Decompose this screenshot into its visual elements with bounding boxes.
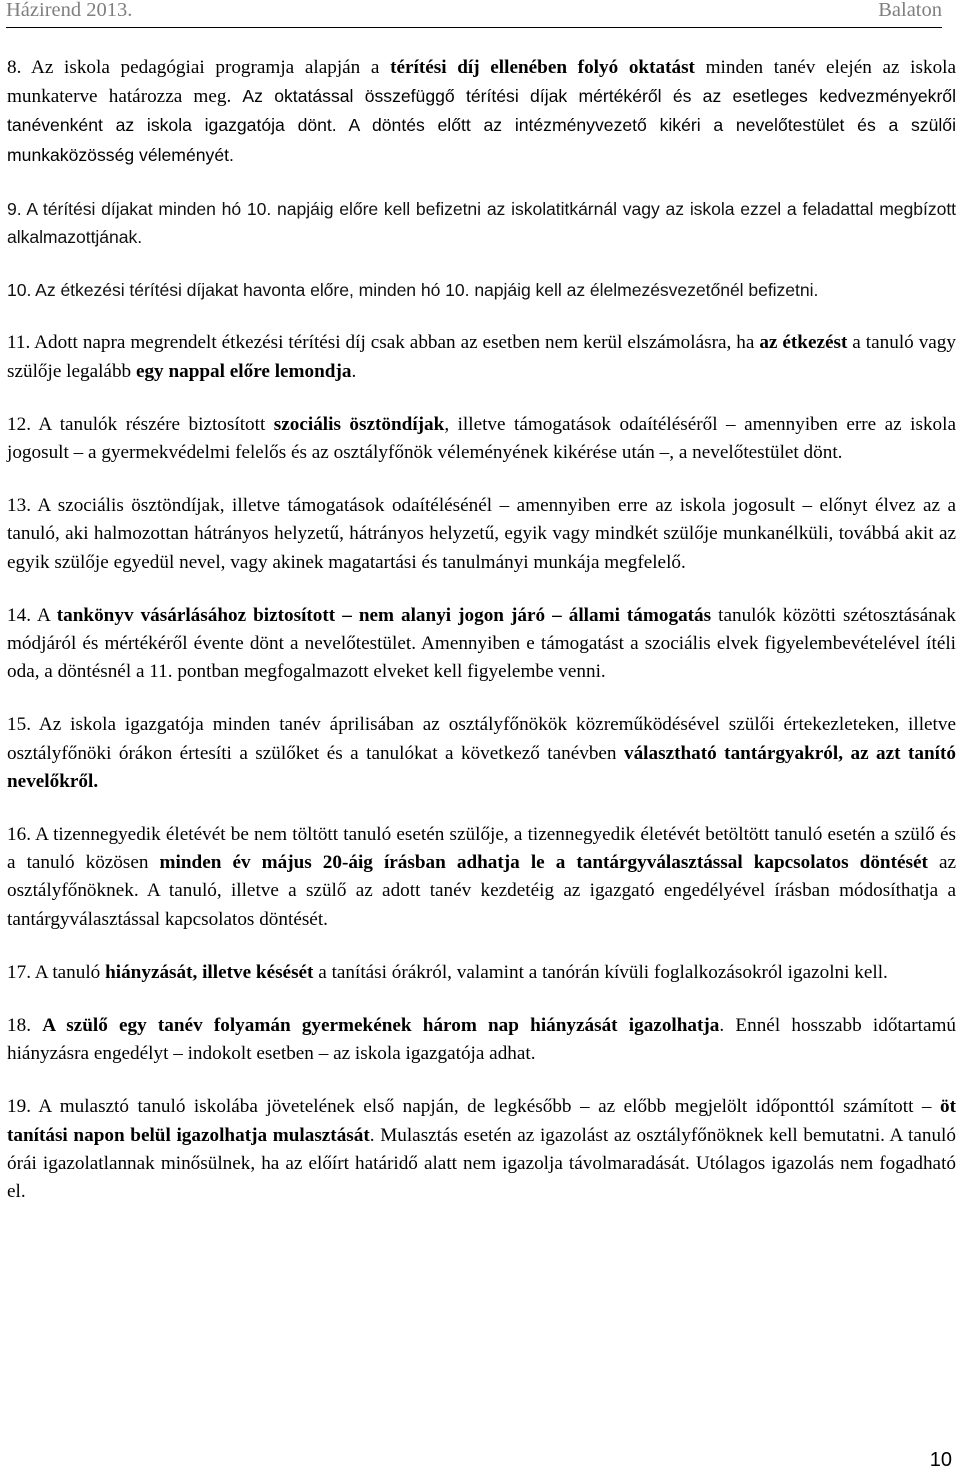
paragraph-8-text-c: Az oktatással összefüggő térítési díjak mértékéről és az esetleges kedvezményekről tanévenként az iskola igazgatója dönt. A döntés előtt az intézményvezető kikéri a nevelőtestület és a szülői munkaközösség véleményét. — [7, 86, 956, 165]
paragraph-19-text-a: 19. A mulasztó tanuló iskolába jövetelének első napján, de legkésőbb – az előbb megjelölt időponttól számított – — [7, 1096, 941, 1118]
paragraph-13 — [7, 492, 956, 577]
paragraph-15-bold: választható tantárgyakról, az azt tanító nevelőkről. — [7, 742, 956, 792]
paragraph-19-bold: öt tanítási napon belül igazolhatja mulasztását — [7, 1096, 956, 1146]
paragraph-18-bold: A szülő egy tanév folyamán gyermekének három nap hiányzását igazolhatja — [42, 1015, 720, 1037]
paragraph-19-text-b: . Mulasztás esetén az igazolást az osztályfőnöknek kell bemutatni. A tanuló órái igazolatlannak minősülnek, ha az előírt határidő alatt nem igazolja távolmaradását. Utólagos igazolás nem fogadható el. — [7, 1124, 956, 1203]
page-header — [6, 0, 942, 28]
paragraph-12-text-b: , illetve támogatások odaítéléséről – amennyiben erre az iskola jogosult – a gyermekvédelmi felelős és az osztályfőnök véleményének kikérése után –, a nevelőtestület dönt. — [7, 413, 957, 464]
paragraph-18 — [7, 1012, 956, 1068]
paragraph-19 — [7, 1093, 956, 1206]
paragraph-17 — [7, 959, 956, 987]
paragraph-11-bold-b: egy nappal előre lemondja — [135, 360, 352, 382]
paragraph-15-text-a: 15. Az iskola igazgatója minden tanév áprilisában az osztályfőnökök közreműködésével szülői értekezleteken, illetve osztályfőnöki órákon értesíti a szülőket és a tanulókat a következő tanévben — [7, 714, 956, 764]
paragraph-8 — [7, 54, 956, 170]
paragraph-17-bold: hiányzását, illetve késését — [105, 961, 314, 983]
document-body — [7, 54, 956, 1231]
paragraph-11-text-b: a tanuló vagy szülője legalább — [7, 332, 956, 382]
paragraph-16 — [7, 821, 956, 934]
paragraph-16-bold: minden év május 20-áig írásban adhatja le a tantárgyválasztással kapcsolatos döntését — [159, 852, 928, 874]
paragraph-14-text-b: tanulók közötti szétosztásának módjáról és mértékéről évente dönt a nevelőtestület. Amennyiben e támogatást a szociális elvek figyelembevételével ítéli oda, a döntésnél a 11. pontban megfogalmazott elveket kell figyelembe venni. — [7, 604, 956, 683]
paragraph-11-bold-a: az étkezést — [759, 332, 848, 354]
paragraph-11-text-a: 11. Adott napra megrendelt étkezési térítési díj csak abban az esetben nem kerül elszámolásra, ha — [7, 332, 760, 354]
paragraph-12 — [7, 411, 956, 467]
paragraph-17-text-b: a tanítási órákról, valamint a tanórán kívüli foglalkozásokról igazolni kell. — [313, 961, 888, 983]
paragraph-8-text-b: minden tanév elején az iskola munkaterve határozza meg. — [7, 57, 957, 108]
paragraph-18-text-b: . Ennél hosszabb időtartamú hiányzásra engedélyt – indokolt esetben – az iskola igazgatója adhat. — [7, 1015, 957, 1065]
paragraph-12-bold: szociális ösztöndíjak — [273, 413, 445, 435]
paragraph-17-text-a: 17. A tanuló — [7, 961, 106, 983]
paragraph-14 — [7, 602, 956, 687]
paragraph-8-bold-a: térítési díj ellenében folyó oktatást — [390, 57, 695, 78]
paragraph-14-text-a: 14. A — [7, 604, 57, 626]
paragraph-9 — [7, 195, 956, 251]
paragraph-11 — [7, 329, 956, 385]
paragraph-14-bold: tankönyv vásárlásához biztosított – nem alanyi jogon járó – állami támogatás — [56, 604, 712, 626]
header-title: Házirend 2013. — [6, 0, 133, 21]
paragraph-16-text-a: 16. A tizennegyedik életévét be nem töltött tanuló esetén szülője, a tizennegyedik életévét betöltött tanuló esetén a szülő és a tanuló közösen — [7, 824, 956, 874]
paragraph-9-text: 9. A térítési díjakat minden hó 10. napjáig előre kell befizetni az iskolatitkárnál vagy az iskola ezzel a feladattal megbízott alkalmazottjának. — [7, 198, 956, 248]
paragraph-8-text-a: 8. Az iskola pedagógiai programja alapján a — [7, 57, 391, 78]
paragraph-12-text-a: 12. A tanulók részére biztosított — [7, 413, 274, 435]
paragraph-16-text-b: az osztályfőnöknek. A tanuló, illetve a szülő az adott tanév kezdetéig az igazgató engedélyével írásban módosíthatja a tantárgyválasztással kapcsolatos döntését. — [7, 852, 956, 930]
paragraph-10 — [7, 276, 956, 304]
paragraph-11-text-c: . — [351, 360, 357, 382]
header-location: Balaton — [878, 0, 942, 21]
paragraph-18-text-a: 18. — [7, 1015, 43, 1037]
paragraph-15 — [7, 711, 956, 796]
page-number: 10 — [929, 1449, 952, 1471]
paragraph-13-text: 13. A szociális ösztöndíjak, illetve támogatások odaítélésénél – amennyiben erre az iskola jogosult – előnyt élvez az a tanuló, aki halmozottan hátrányos helyzetű, hátrányos helyzetű, egyik vagy mindkét szülője munkanélküli, továbbá akit az egyik szülője egyedül nevel, vagy akinek magatartási és tanulmányi munkája megfelelő. — [7, 495, 956, 573]
paragraph-10-text: 10. Az étkezési térítési díjakat havonta előre, minden hó 10. napjáig kell az élelmezésvezetőnél befizetni. — [7, 280, 819, 301]
